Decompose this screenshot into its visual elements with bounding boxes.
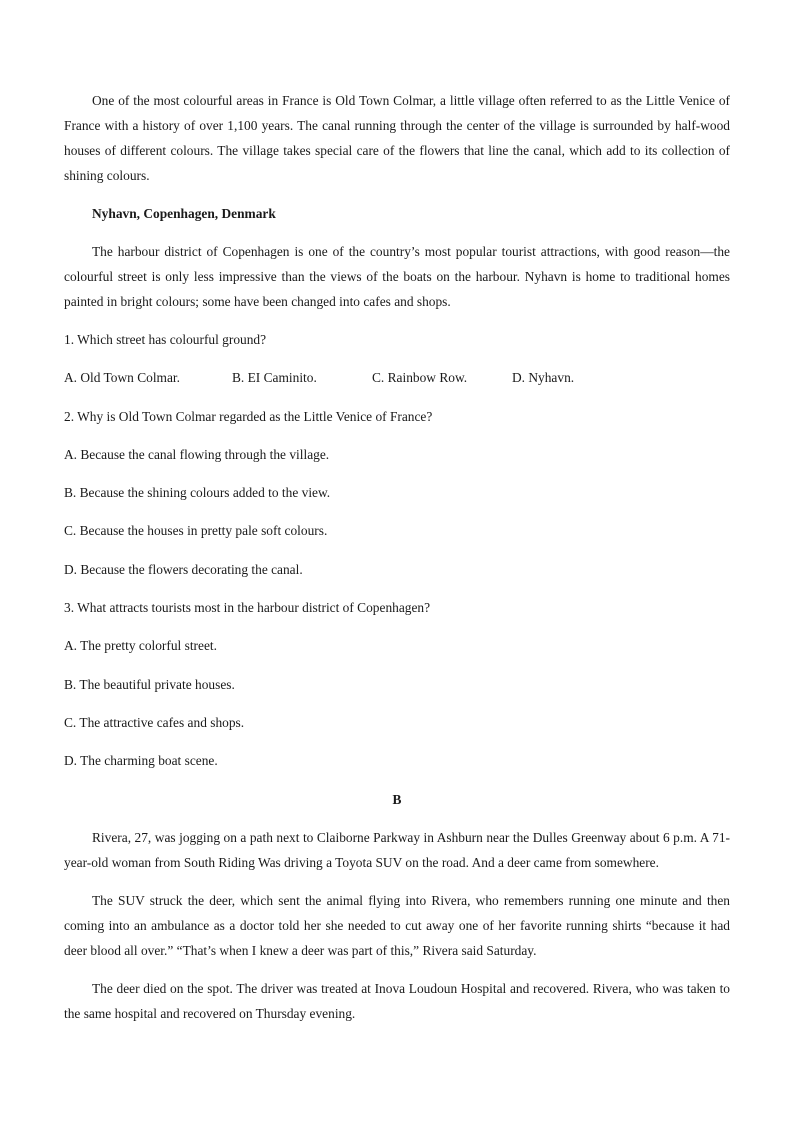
question-3-option-a: A. The pretty colorful street. <box>64 638 217 654</box>
question-3-option-c: C. The attractive cafes and shops. <box>64 714 245 730</box>
question-1-option-a: A. Old Town Colmar. <box>64 370 180 386</box>
question-2-option-a: A. Because the canal flowing through the village. <box>64 446 330 462</box>
question-1-stem: 1. Which street has colourful ground? <box>64 332 267 347</box>
question-2-option-c: C. Because the houses in pretty pale soft colours. <box>64 523 328 539</box>
question-3-option-d: D. The charming boat scene. <box>64 753 218 769</box>
question-2-option-d: D. Because the flowers decorating the canal. <box>64 561 303 577</box>
section-b-paragraph-3: The deer died on the spot. The driver was treated at Inova Loudoun Hospital and recovered. Rivera, who was taken to the same hospital and recovered on Thursday evening. <box>64 980 730 1021</box>
question-1-option-b: B. EI Caminito. <box>232 370 317 386</box>
question-2-stem: 2. Why is Old Town Colmar regarded as the Little Venice of France? <box>64 408 433 424</box>
question-1-option-d: D. Nyhavn. <box>512 370 575 386</box>
section-b-paragraph-1: Rivera, 27, was jogging on a path next to Claiborne Parkway in Ashburn near the Dulles Greenway about 6 p.m. A 71-year-old woman from South Riding Was driving a Toyota SUV on the road. And a deer came from somewhere. <box>64 829 730 870</box>
section-b-paragraph-2: The SUV struck the deer, which sent the animal flying into Rivera, who remembers running one minute and then coming into an ambulance as a doctor told her she needed to cut away one of her favorite running shirts “because it had deer blood all over.” “That’s when I knew a deer was part of this,” Rivera said Saturday. <box>64 892 730 958</box>
colmar-paragraph: One of the most colourful areas in France is Old Town Colmar, a little village often referred to as the Little Venice of France with a history of over 1,100 years. The canal running through the center of the village is surrounded by half-wood houses of different colours. The village takes special care of the flowers that line the canal, which add to its collection of shining colours. <box>64 93 730 183</box>
question-2-option-b: B. Because the shining colours added to the view. <box>64 485 331 501</box>
question-1-options <box>64 365 730 390</box>
question-1-option-c: C. Rainbow Row. <box>372 370 468 386</box>
nyhavn-paragraph: The harbour district of Copenhagen is one of the country’s most popular tourist attractions, with good reason—the colourful street is only less impressive than the views of the boats on the harbour. Nyhavn is home to traditional homes painted in bright colours; some have been changed into cafes and shops. <box>64 244 730 309</box>
question-3-option-b: B. The beautiful private houses. <box>64 676 235 692</box>
section-b-title: B <box>392 791 402 807</box>
question-3-stem: 3. What attracts tourists most in the harbour district of Copenhagen? <box>64 600 431 616</box>
nyhavn-heading: Nyhavn, Copenhagen, Denmark <box>92 206 276 221</box>
document-page <box>64 88 730 1039</box>
